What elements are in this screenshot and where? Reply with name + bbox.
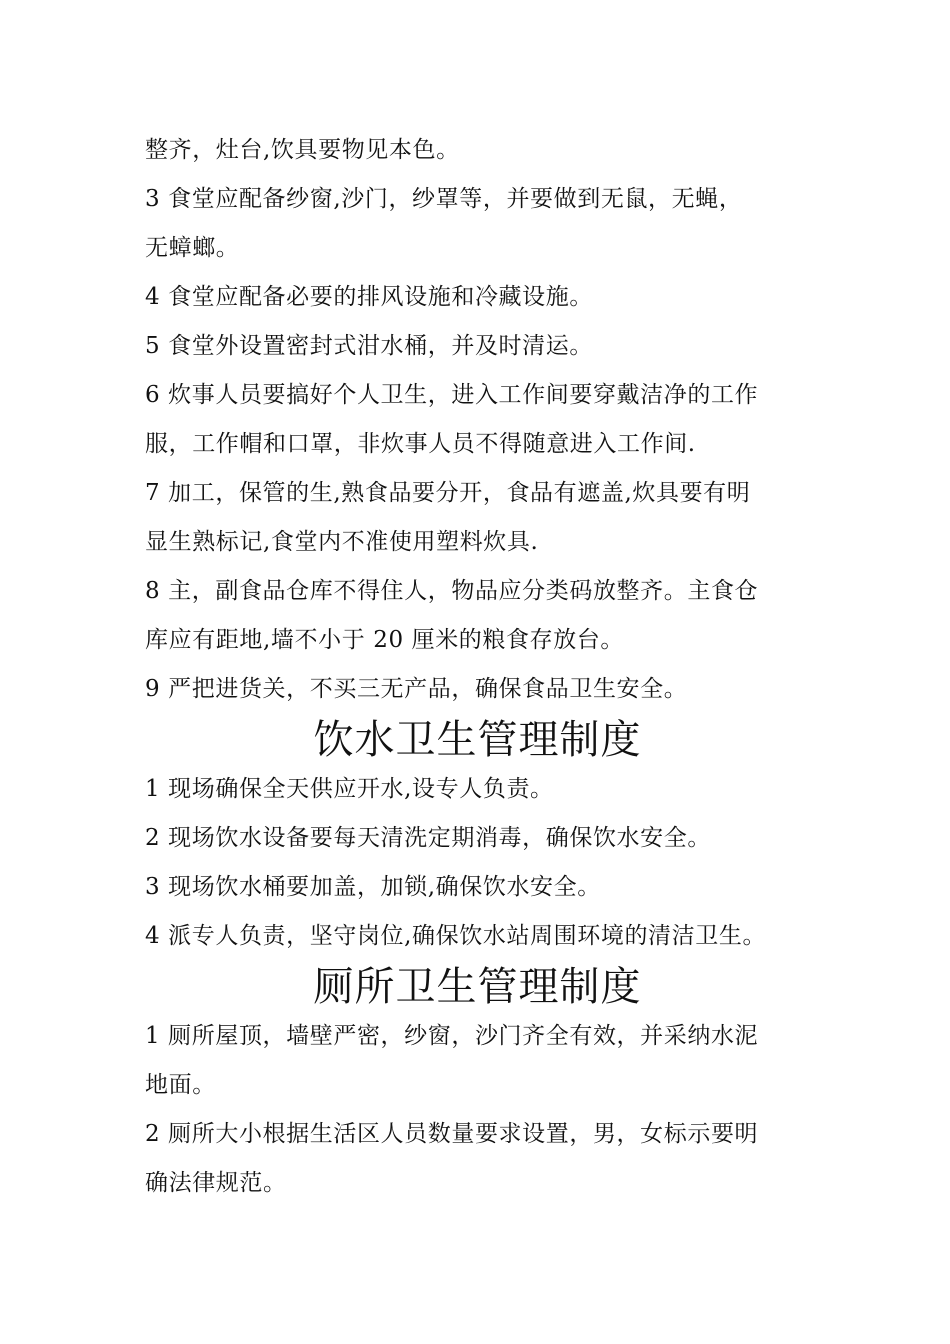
paragraph-line: 3 现场饮水桶要加盖，加锁,确保饮水安全。: [145, 874, 601, 900]
section-heading-water: 饮水卫生管理制度: [313, 717, 642, 763]
paragraph-line: 地面。: [145, 1072, 216, 1098]
paragraph-line: 8 主，副食品仓库不得住人，物品应分类码放整齐。主食仓: [145, 578, 759, 604]
paragraph-line: 1 现场确保全天供应开水,设专人负责。: [145, 776, 554, 802]
paragraph-line: 无蟑螂。: [145, 235, 240, 261]
document-body: [145, 126, 810, 1208]
paragraph-line: 6 炊事人员要搞好个人卫生，进入工作间要穿戴洁净的工作: [145, 382, 759, 408]
paragraph-line: 4 食堂应配备必要的排风设施和冷藏设施。: [145, 284, 593, 310]
paragraph-line: 5 食堂外设置密封式泔水桶，并及时清运。: [145, 333, 593, 359]
paragraph-line: 整齐，灶台,饮具要物见本色。: [145, 137, 460, 163]
paragraph-line: 服，工作帽和口罩，非炊事人员不得随意进入工作间.: [145, 431, 696, 457]
section-heading-toilet: 厕所卫生管理制度: [313, 964, 642, 1010]
paragraph-line: 9 严把进货关，不买三无产品，确保食品卫生安全。: [145, 676, 688, 702]
paragraph-line: 2 现场饮水设备要每天清洗定期消毒，确保饮水安全。: [145, 825, 711, 851]
paragraph-line: 3 食堂应配备纱窗,沙门，纱罩等，并要做到无鼠，无蝇，: [145, 186, 743, 212]
paragraph-line: 7 加工，保管的生,熟食品要分开，食品有遮盖,炊具要有明: [145, 480, 751, 506]
paragraph-line: 4 派专人负责，坚守岗位,确保饮水站周围环境的清洁卫生。: [145, 923, 767, 949]
paragraph-line: 库应有距地,墙不小于 20 厘米的粮食存放台。: [145, 627, 624, 653]
paragraph-line: 显生熟标记,食堂内不准使用塑料炊具.: [145, 529, 539, 555]
paragraph-line: 2 厕所大小根据生活区人员数量要求设置，男，女标示要明: [145, 1121, 759, 1147]
paragraph-line: 确法律规范。: [145, 1170, 287, 1196]
paragraph-line: 1 厕所屋顶，墙壁严密，纱窗，沙门齐全有效，并采纳水泥: [145, 1023, 759, 1049]
